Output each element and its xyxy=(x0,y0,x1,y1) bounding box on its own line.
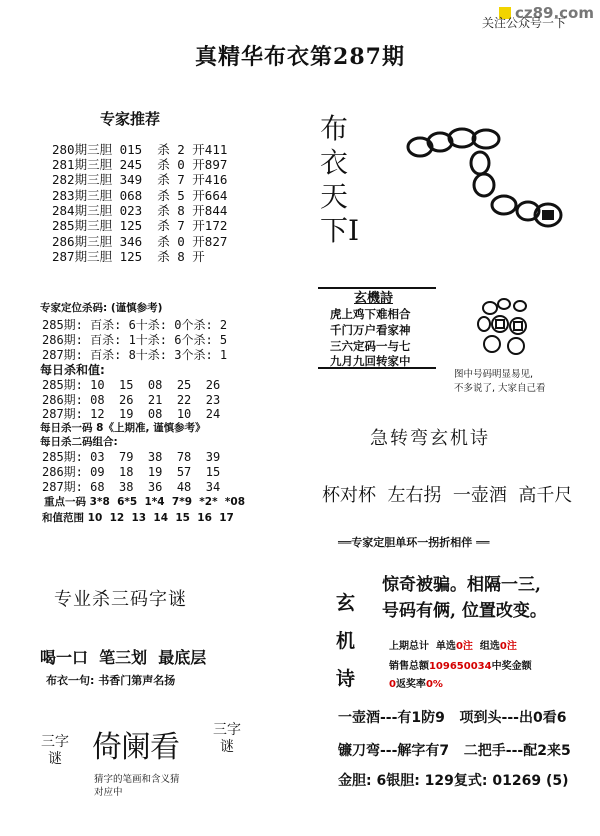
pick-row: 281期三胆 245 杀 0 开897 xyxy=(52,157,228,172)
mystery-line: 惊奇被骗。相隔一三, xyxy=(382,575,541,595)
xuanji-title: 玄機詩 xyxy=(354,291,394,306)
riddle-caption: 布衣一句: 书香门第声名扬 xyxy=(46,674,176,687)
kill-row: 286期: 百杀: 1十杀: 6个杀: 5 xyxy=(42,333,228,347)
watermark-text: cz89.com xyxy=(514,4,594,22)
pick-row: 285期三胆 125 杀 7 开172 xyxy=(52,218,228,233)
map-note: 图中号码明显易见, xyxy=(454,369,534,380)
map-note: 不多说了, 大家自己看 xyxy=(454,383,546,394)
pick-row: 286期三胆 346 杀 0 开827 xyxy=(52,234,228,249)
expert-bar: ══专家定胆单环一拐折相伴 ══ xyxy=(338,536,490,549)
daily-kill-one: 每日杀一码 8《上期准, 谨慎参考》 xyxy=(40,422,206,434)
coin-chain-icon xyxy=(400,125,570,235)
kill-row: 287期: 百杀: 8十杀: 3个杀: 1 xyxy=(42,348,228,362)
two-code-row: 286期: 09 18 19 57 15 xyxy=(42,465,221,479)
riddle-glyph: 倚阑看 xyxy=(92,730,179,765)
stat1-b: 0注 xyxy=(499,641,517,652)
two-code-row: 285期: 03 79 38 78 39 xyxy=(42,450,221,464)
stat3-val: 0 xyxy=(388,679,396,690)
coin-map-icon xyxy=(470,294,542,360)
pick-row: 284期三胆 023 杀 8 开844 xyxy=(52,203,228,218)
poem-line: 三六定码一与七 xyxy=(330,339,411,353)
bottom-line: 一壶酒---有1防9 项到头---出0看6 xyxy=(338,710,567,726)
stat3-mid: 返奖率 xyxy=(395,679,426,690)
xuanji-vertical: 玄机诗 xyxy=(336,592,356,690)
stat2-suffix: 中奖金额 xyxy=(491,661,532,672)
two-code-row: 287期: 68 38 36 48 34 xyxy=(42,480,221,494)
daily-sum-heading: 每日杀和值: xyxy=(40,363,105,377)
pick-row: 282期三胆 349 杀 7 开416 xyxy=(52,172,228,187)
sum-row: 286期: 08 26 21 22 23 xyxy=(42,393,221,407)
sum-range: 和值范围 10 12 13 14 15 16 17 xyxy=(42,512,234,524)
stat2-prefix: 销售总额 xyxy=(388,661,429,672)
key-group: 重点一码 3*8 6*5 1*4 7*9 *2* *08 xyxy=(44,496,246,508)
buyi-title: 布衣天下Ⅰ xyxy=(320,112,360,247)
page-title: 真精华布衣第287期 xyxy=(195,44,405,70)
bottom-line: 金胆: 6银胆: 129复式: 01269 (5) xyxy=(338,773,569,789)
stat3-pct: 0% xyxy=(425,679,443,690)
three-char-right: 三字谜 xyxy=(213,722,241,755)
mystery-line: 号码有俩, 位置改变。 xyxy=(382,601,547,621)
urgent-line: 杯对杯 左右拐 一壶酒 高千尺 xyxy=(322,485,573,506)
follow-text: 关注公众号一下 xyxy=(481,16,566,30)
poem-line: 千门万户看家神 xyxy=(330,323,411,337)
poem-line: 九月九回转家中 xyxy=(330,354,411,368)
stat-line-3 xyxy=(382,664,443,690)
sum-row: 285期: 10 15 08 25 26 xyxy=(42,378,221,392)
riddle-note: 对应中 xyxy=(94,787,123,798)
sum-row: 287期: 12 19 08 10 24 xyxy=(42,407,221,421)
three-char-left: 三字谜 xyxy=(41,734,69,767)
pick-row: 280期三胆 015 杀 2 开411 xyxy=(52,142,228,157)
stat2-val: 109650034 xyxy=(428,661,492,672)
riddle-main: 喝一口 笔三划 最底层 xyxy=(40,648,207,667)
kill-row: 285期: 百杀: 6十杀: 0个杀: 2 xyxy=(42,318,228,332)
stat1-mid: 组选 xyxy=(472,641,500,652)
stat1-a: 0注 xyxy=(455,641,473,652)
bottom-line: 镰刀弯---解字有7 二把手---配2来5 xyxy=(338,743,571,759)
two-code-heading: 每日杀二码组合: xyxy=(40,436,118,448)
riddle-title: 专业杀三码字谜 xyxy=(54,589,187,610)
pick-row: 287期三胆 125 杀 8 开 xyxy=(52,249,205,264)
pick-row: 283期三胆 068 杀 5 开664 xyxy=(52,188,228,203)
position-kill-heading: 专家定位杀码: (谨慎参考) xyxy=(40,302,163,314)
expert-recommend-title: 专家推荐 xyxy=(100,110,161,128)
riddle-note: 猜字的笔画和含义猜 xyxy=(94,774,180,785)
stat1-prefix: 上期总计 单选 xyxy=(388,641,456,652)
poem-line: 虎上鸡下难相合 xyxy=(330,307,411,321)
urgent-title: 急转弯玄机诗 xyxy=(370,428,490,449)
